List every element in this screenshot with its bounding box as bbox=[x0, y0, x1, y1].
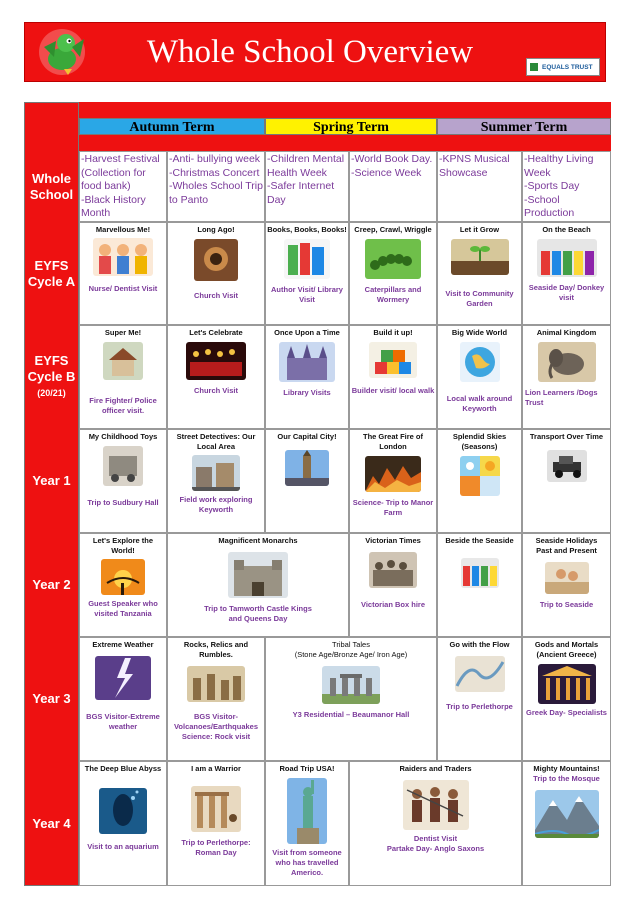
topic-cell bbox=[522, 222, 611, 325]
visit-text: Dentist Visit Partake Day- Anglo Saxons bbox=[386, 834, 485, 853]
topic-cell bbox=[522, 761, 611, 886]
visit-text: Local walk around Keyworth bbox=[446, 394, 513, 413]
topic-cell bbox=[265, 637, 437, 761]
topic-title: Let it Grow bbox=[459, 225, 500, 234]
visit-text: Trip to Sudbury Hall bbox=[87, 498, 159, 507]
whole-school-cell: -World Book Day. -Science Week bbox=[349, 151, 437, 222]
anglo-saxon-warriors-picture bbox=[403, 780, 469, 830]
topic-title: Magnificent Monarchs bbox=[218, 536, 298, 545]
topic-title: Once Upon a Time bbox=[274, 328, 340, 337]
whole-school-cell: -Healthy Living Week -Sports Day -School Production bbox=[522, 151, 611, 222]
street-picture bbox=[192, 455, 240, 491]
topic-cell bbox=[167, 429, 265, 533]
beach-huts-picture bbox=[461, 558, 499, 588]
table-sub-bar bbox=[79, 135, 611, 151]
row-label-year-4 bbox=[24, 761, 79, 886]
whole-school-cell: -Children Mental Health Week -Safer Internet Day bbox=[265, 151, 349, 222]
topic-cell bbox=[349, 761, 522, 886]
topic-title: Extreme Weather bbox=[92, 640, 154, 649]
caterpillar-picture bbox=[365, 239, 421, 279]
visit-text: Victorian Box hire bbox=[360, 600, 426, 609]
topic-title: Raiders and Traders bbox=[399, 764, 472, 773]
topic-cell bbox=[167, 222, 265, 325]
topic-cell bbox=[437, 429, 522, 533]
row-label-text: Year 3 bbox=[32, 691, 71, 706]
lightning-picture bbox=[95, 656, 151, 700]
topic-cell bbox=[167, 761, 265, 886]
row-label-subtext: (20/21) bbox=[37, 388, 66, 398]
equals-trust-icon bbox=[530, 63, 538, 71]
topic-title: Let's Explore the World! bbox=[92, 536, 154, 555]
visit-text: Fire Fighter/ Police officer visit. bbox=[89, 396, 157, 415]
whole-school-cell: -KPNS Musical Showcase bbox=[437, 151, 522, 222]
topic-cell bbox=[79, 222, 167, 325]
spring-term-header: Spring Term bbox=[265, 118, 437, 135]
castle-picture bbox=[279, 342, 335, 382]
visit-text: Greek Day- Specialists bbox=[526, 708, 607, 717]
visit-text: Nurse/ Dentist Visit bbox=[88, 284, 158, 293]
row-label-year-3 bbox=[24, 637, 79, 761]
topic-title: Victorian Times bbox=[365, 536, 421, 545]
visit-text: Church Visit bbox=[193, 386, 239, 395]
topic-cell bbox=[265, 325, 349, 429]
globe-picture bbox=[460, 342, 500, 382]
visit-text: Church Visit bbox=[193, 291, 239, 300]
topic-cell bbox=[522, 637, 611, 761]
mountains-picture bbox=[535, 790, 599, 838]
topic-cell bbox=[437, 325, 522, 429]
beach-huts-picture bbox=[537, 239, 597, 277]
topic-title: Street Detectives: Our Local Area bbox=[176, 432, 256, 451]
topic-title: Splendid Skies (Seasons) bbox=[452, 432, 507, 451]
row-label-text: Year 2 bbox=[32, 577, 71, 592]
topic-title: Transport Over Time bbox=[529, 432, 604, 441]
topic-title: Long Ago! bbox=[197, 225, 235, 234]
equals-trust-label: EQUALS TRUST bbox=[542, 63, 593, 71]
topic-cell bbox=[265, 429, 349, 533]
topic-title: Seaside Holidays Past and Present bbox=[535, 536, 598, 555]
row-label-year-2 bbox=[24, 533, 79, 637]
visit-text: Author Visit/ Library Visit bbox=[271, 285, 343, 304]
topic-title: Build it up! bbox=[373, 328, 413, 337]
ruins-picture bbox=[187, 666, 245, 702]
castle-picture bbox=[228, 552, 288, 598]
row-label-whole-school bbox=[24, 151, 79, 222]
visit-text: Field work exploring Keyworth bbox=[179, 495, 253, 514]
topic-cell bbox=[79, 325, 167, 429]
topic-cell bbox=[265, 761, 349, 886]
topic-title: Beside the Seaside bbox=[445, 536, 514, 545]
topic-title: Big Wide World bbox=[451, 328, 508, 337]
topic-cell bbox=[349, 222, 437, 325]
summer-term-header: Summer Term bbox=[437, 118, 611, 135]
topic-cell bbox=[437, 637, 522, 761]
topic-cell bbox=[167, 533, 349, 637]
visit-text: Visit from someone who has travelled Americo. bbox=[272, 848, 342, 877]
row-label-text: Year 4 bbox=[32, 815, 71, 831]
seedling-picture bbox=[451, 239, 509, 275]
topic-cell bbox=[79, 637, 167, 761]
topic-title: Gods and Mortals (Ancient Greece) bbox=[534, 640, 599, 659]
visit-text: Y3 Residential – Beaumanor Hall bbox=[292, 710, 410, 719]
old-photo-picture bbox=[194, 239, 238, 281]
topic-title: My Childhood Toys bbox=[88, 432, 158, 441]
visit-text: Builder visit/ local walk bbox=[351, 386, 435, 395]
autumn-term-header: Autumn Term bbox=[79, 118, 265, 135]
greek-temple-picture bbox=[538, 664, 596, 704]
topic-title: Creep, Crawl, Wriggle bbox=[354, 225, 432, 234]
elephant-picture bbox=[538, 342, 596, 382]
topic-title: I am a Warrior bbox=[191, 764, 241, 773]
visit-text: Trip to Seaside bbox=[539, 600, 594, 609]
victorian-photo-picture bbox=[369, 552, 417, 588]
statue-of-liberty-picture bbox=[287, 778, 327, 844]
dragon-logo-icon bbox=[36, 27, 88, 77]
topic-cell bbox=[437, 222, 522, 325]
row-label-text: EYFS Cycle A bbox=[27, 257, 76, 289]
page-title: Whole School Overview bbox=[146, 34, 474, 70]
topic-title: Let's Celebrate bbox=[189, 328, 243, 337]
topic-cell bbox=[265, 222, 349, 325]
visit-text: Seaside Day/ Donkey visit bbox=[528, 283, 605, 302]
topic-title: Our Capital City! bbox=[277, 432, 337, 441]
seasons-picture bbox=[460, 456, 500, 496]
visit-text: Guest Speaker who visited Tanzania bbox=[88, 599, 158, 618]
row-label-year-1 bbox=[24, 429, 79, 533]
table-top-bar bbox=[79, 102, 611, 118]
topic-title: The Deep Blue Abyss bbox=[84, 764, 162, 773]
topic-title: Mighty Mountains! bbox=[533, 764, 600, 773]
topic-title: Road Trip USA! bbox=[279, 764, 335, 773]
building-blocks-picture bbox=[369, 342, 417, 378]
topic-cell bbox=[437, 533, 522, 637]
stonehenge-picture bbox=[322, 666, 380, 704]
visit-text: Visit to an aquarium bbox=[87, 842, 159, 851]
visit-text: Trip to the Mosque bbox=[533, 774, 600, 783]
visit-text: Trip to Tamworth Castle Kings and Queens Day bbox=[204, 604, 312, 623]
row-label-eyfs-b bbox=[24, 325, 79, 429]
visit-text: Science- Trip to Manor Farm bbox=[352, 498, 434, 517]
visit-text: BGS Visitor- Volcanoes/Earthquakes Science: Rock visit bbox=[173, 712, 259, 741]
topic-title: On the Beach bbox=[542, 225, 591, 234]
topic-cell bbox=[349, 429, 437, 533]
topic-cell bbox=[79, 429, 167, 533]
topic-cell bbox=[79, 533, 167, 637]
topic-cell bbox=[349, 325, 437, 429]
topic-title: Tribal Tales (Stone Age/Bronze Age/ Iron Age) bbox=[294, 640, 408, 659]
topic-cell bbox=[167, 637, 265, 761]
topic-cell bbox=[522, 325, 611, 429]
visit-text: Visit to Community Garden bbox=[445, 289, 514, 308]
row-label-text: Whole School bbox=[29, 170, 74, 202]
visit-text: Caterpillars and Wormery bbox=[364, 285, 422, 304]
topic-cell bbox=[349, 533, 437, 637]
topic-cell bbox=[79, 761, 167, 886]
topic-title: The Great Fire of London bbox=[362, 432, 423, 451]
row-label-eyfs-a bbox=[24, 222, 79, 325]
topic-title: Animal Kingdom bbox=[536, 328, 597, 337]
big-ben-picture bbox=[285, 450, 329, 486]
topic-title: Books, Books, Books! bbox=[267, 225, 347, 234]
topic-title: Marvellous Me! bbox=[95, 225, 151, 234]
visit-text: Trip to Perlethorpe: Roman Day bbox=[181, 838, 251, 857]
row-label-text: Year 1 bbox=[32, 473, 71, 488]
toys-picture bbox=[103, 446, 143, 486]
topic-cell bbox=[522, 429, 611, 533]
old-car-picture bbox=[547, 450, 587, 482]
children-picture bbox=[93, 238, 153, 276]
visit-text: Library Visits bbox=[283, 388, 331, 397]
equals-trust-logo bbox=[526, 58, 600, 76]
visit-text: BGS Visitor-Extreme weather bbox=[86, 712, 160, 731]
river-picture bbox=[455, 656, 505, 692]
fire-of-london-picture bbox=[365, 456, 421, 492]
topic-cell bbox=[167, 325, 265, 429]
seaside-holiday-picture bbox=[545, 562, 589, 594]
visit-text: Lion Learners /Dogs Trust bbox=[525, 388, 598, 407]
books-picture bbox=[284, 239, 330, 279]
diver-picture bbox=[99, 788, 147, 834]
visit-text: Trip to Perlethorpe bbox=[446, 702, 513, 711]
sunset-tree-picture bbox=[101, 559, 145, 595]
topic-title: Go with the Flow bbox=[449, 640, 510, 649]
whole-school-cell: -Harvest Festival (Collection for food bank) -Black History Month bbox=[79, 151, 167, 222]
topic-title: Super Me! bbox=[104, 328, 142, 337]
topic-cell bbox=[522, 533, 611, 637]
candles-picture bbox=[186, 342, 246, 380]
row-label-text: EYFS Cycle B bbox=[27, 353, 76, 384]
roman-ruins-picture bbox=[191, 786, 241, 832]
topic-title: Rocks, Relics and Rumbles. bbox=[183, 640, 249, 659]
whole-school-cell: -Anti- bullying week -Christmas Concert -Wholes School Trip to Panto bbox=[167, 151, 265, 222]
house-picture bbox=[103, 342, 143, 380]
